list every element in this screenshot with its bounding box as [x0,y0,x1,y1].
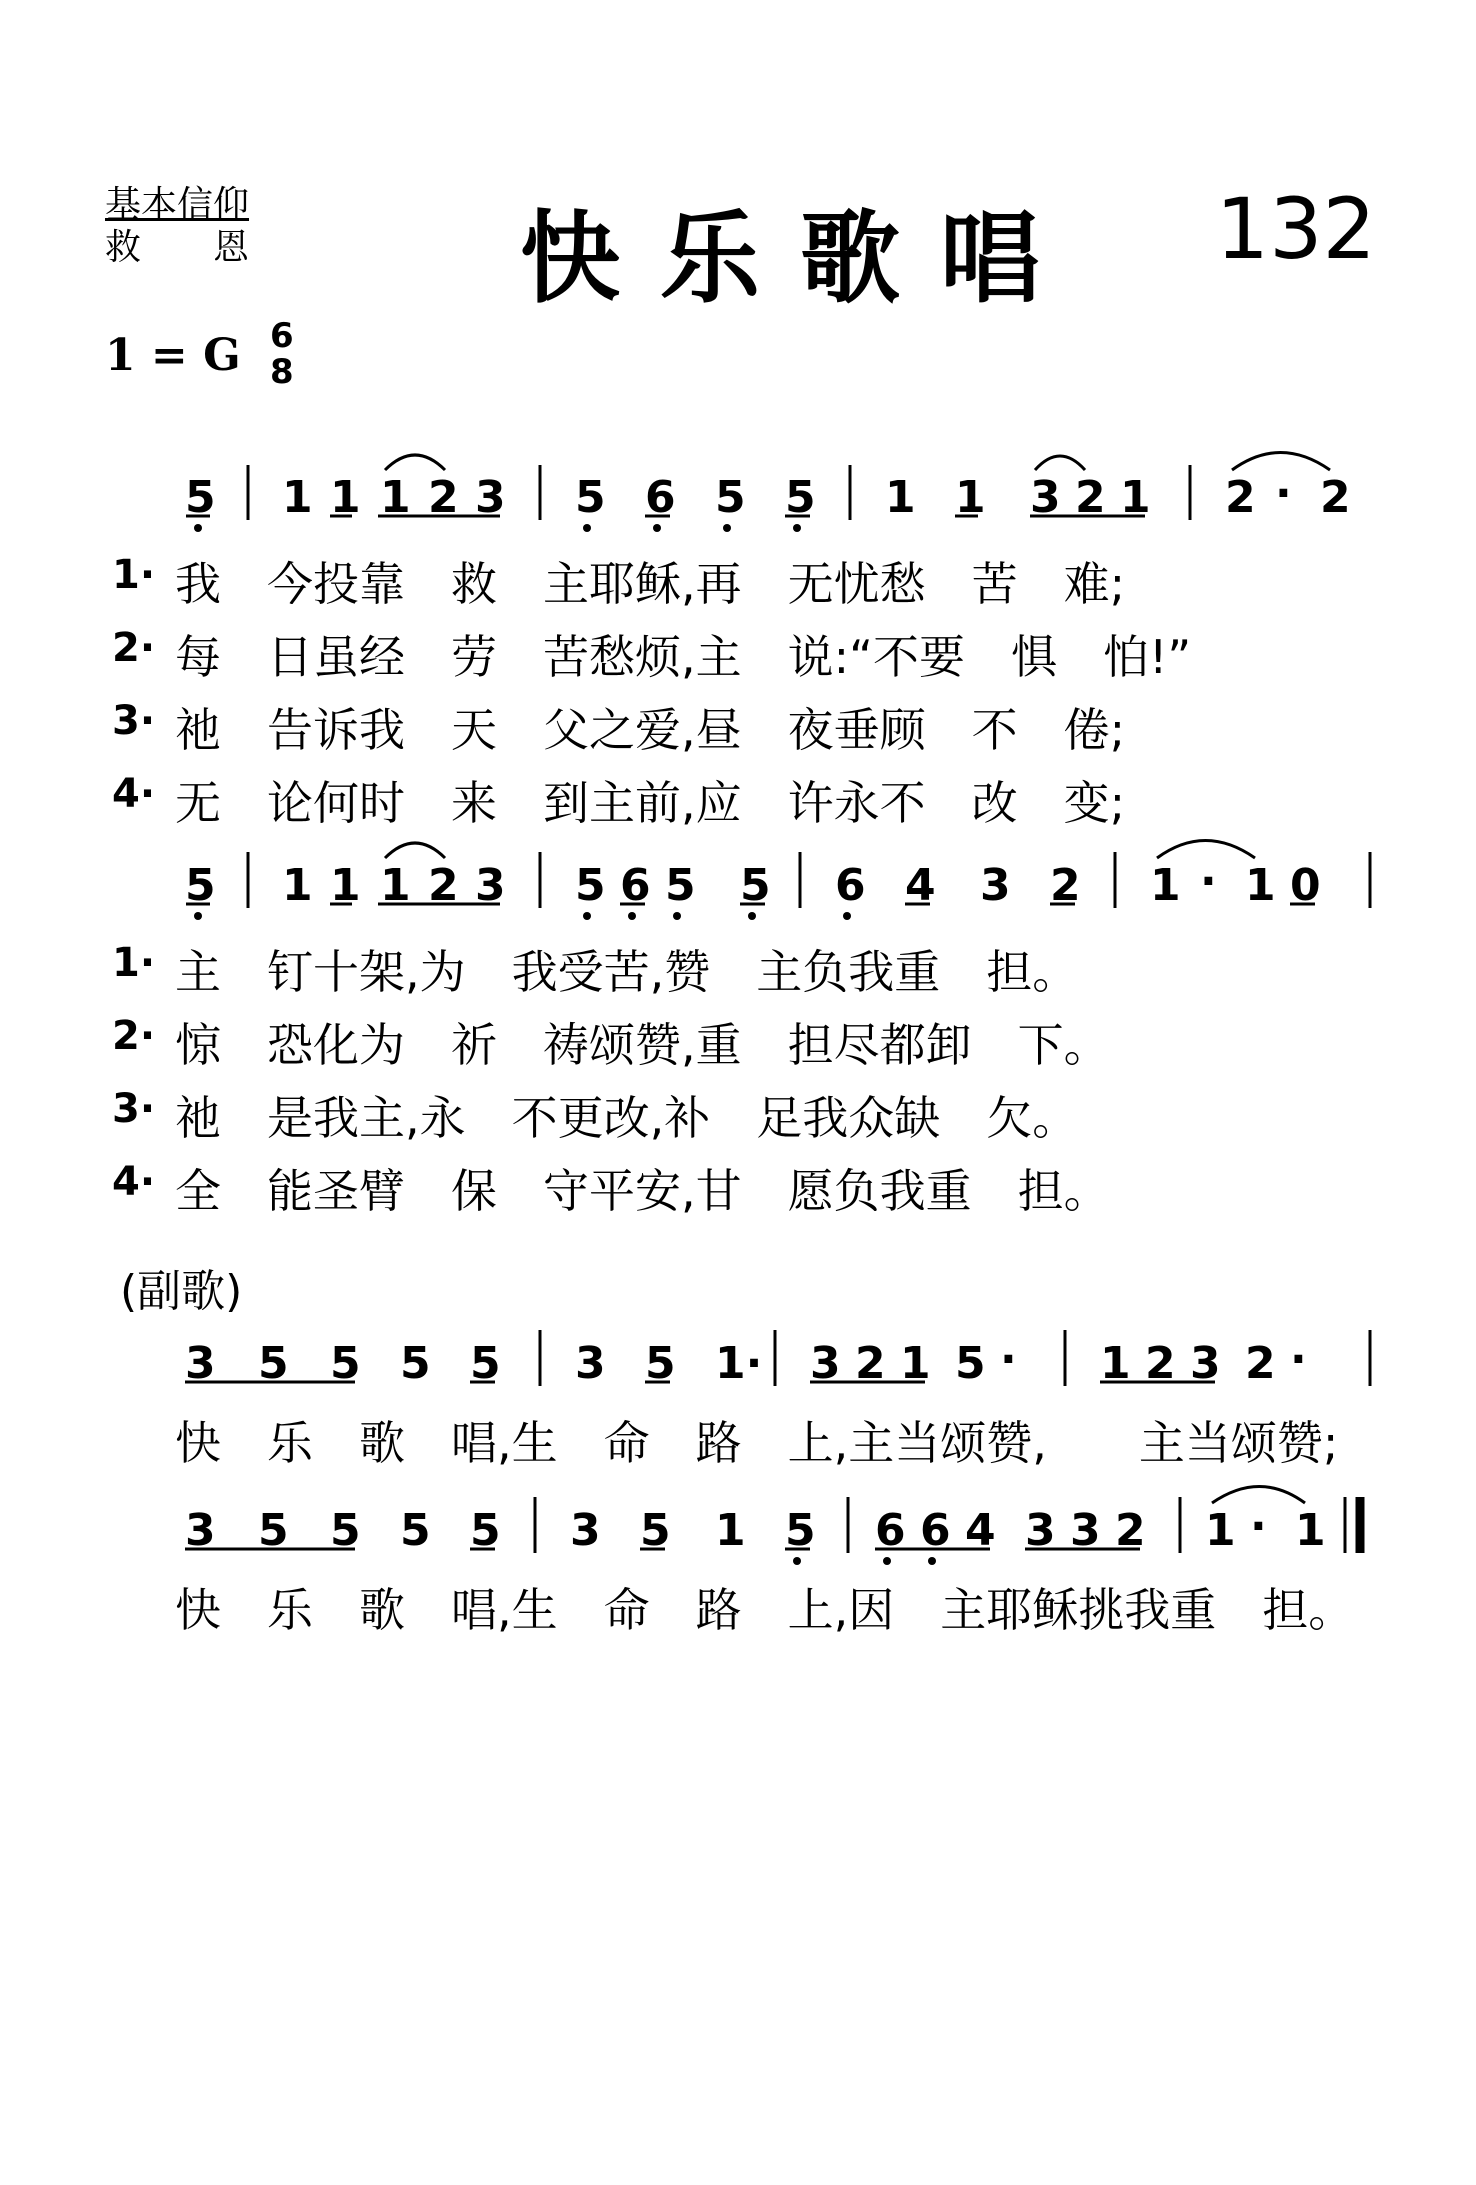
svg-text:3: 3 [810,1338,841,1389]
svg-text:4: 4 [905,860,936,911]
s1-verse-1-num: 1· [112,552,156,598]
svg-text:1: 1 [282,472,313,523]
svg-text:5: 5 [470,1338,501,1389]
svg-text:5: 5 [715,472,746,523]
svg-text:2: 2 [1115,1505,1146,1556]
s2-verse-3-text: 祂 是我主,永 不更改,补 足我众缺 欠。 [175,1091,1079,1145]
svg-text:2: 2 [1145,1338,1176,1389]
svg-text:3: 3 [575,1338,606,1389]
system-2-notation [185,841,1370,921]
s1-verse-2-text: 每 日虽经 劳 苦愁烦,主 说:“不要 惧 怕!” [175,630,1192,684]
svg-text:6: 6 [920,1505,951,1556]
c2-notation-text: 3 5 5 5 5 | 3 5 1 5 | 6 6 4 3 3 2 | 1 · 1 || [590,2120,786,2131]
c1-notation-text: 3 5 5 5 5 | 3 5 1· | 3 2 1 5 · | 1 2 3 2 · | [396,2120,588,2131]
svg-text:3: 3 [980,860,1011,911]
svg-text:2: 2 [1320,472,1351,523]
svg-text:2: 2 [1225,472,1256,523]
s2-verse-3-num: 3· [112,1086,156,1132]
svg-text:0: 0 [1290,860,1321,911]
svg-text:1: 1 [1100,1338,1131,1389]
hymn-title: 快乐歌唱 [520,200,1080,317]
svg-text:1: 1 [1295,1505,1326,1556]
svg-text:5: 5 [400,1505,431,1556]
s1-verse-4-num: 4· [112,771,156,817]
s1-notation-text: 5 | 1 1 1 2 3 | 5 6 5 5 | 1 1 3 2 1 | 2 · 2 [0,2120,192,2131]
svg-text:5: 5 [258,1338,289,1389]
svg-text:6: 6 [835,860,866,911]
s2-verse-2-num: 2· [112,1013,156,1059]
svg-text:1: 1 [1245,860,1276,911]
svg-text:3: 3 [185,1338,216,1389]
svg-text:·: · [1200,856,1217,907]
s1-verse-1-text: 我 今投靠 救 主耶稣,再 无忧愁 苦 难; [175,557,1126,611]
chorus-line-2-text: 快 乐 歌 唱,生 命 路 上,因 主耶稣挑我重 担。 [175,1583,1355,1637]
hymn-number: 132 [1215,180,1376,278]
chorus-line-1-text: 快 乐 歌 唱,生 命 路 上,主当颂赞, 主当颂赞; [175,1416,1339,1470]
svg-text:3: 3 [185,1505,216,1556]
key-signature: 1 = G [105,330,241,381]
s1-verse-2-num: 2· [112,625,156,671]
svg-text:1: 1 [380,472,411,523]
svg-text:4: 4 [965,1505,996,1556]
svg-text:5: 5 [955,1338,986,1389]
svg-text:5: 5 [785,1505,816,1556]
svg-text:2: 2 [1075,472,1106,523]
svg-text:5: 5 [785,472,816,523]
svg-text:5: 5 [400,1338,431,1389]
s2-verse-1-num: 1· [112,940,156,986]
chorus-label: (副歌) [120,1266,243,1317]
s2-notation-text: 5 | 1 1 1 2 3 | 5 6 5 5 | 6 4 3 2 | 1 · 1 0 | [194,2120,393,2131]
svg-text:3: 3 [1030,472,1061,523]
svg-text:3: 3 [1070,1505,1101,1556]
svg-text:5: 5 [330,1338,361,1389]
svg-text:2: 2 [855,1338,886,1389]
svg-text:1: 1 [330,472,361,523]
svg-text:1: 1 [1150,860,1181,911]
category-line-1: 基本信仰 [105,184,250,225]
svg-text:1: 1 [380,860,411,911]
s2-verse-4-text: 全 能圣臂 保 守平安,甘 愿负我重 担。 [175,1164,1110,1218]
svg-text:5: 5 [575,472,606,523]
chorus-line-1-notation [185,1330,1370,1389]
time-signature-top: 6 [270,316,294,356]
svg-text:2: 2 [1050,860,1081,911]
svg-text:1: 1 [955,472,986,523]
svg-text:5: 5 [330,1505,361,1556]
svg-text:·: · [1000,1334,1017,1385]
svg-text:1: 1 [282,860,313,911]
s1-verse-3-num: 3· [112,698,156,744]
svg-text:3: 3 [475,472,506,523]
svg-text:5: 5 [645,1338,676,1389]
svg-text:3: 3 [475,860,506,911]
s1-pickup: 5 [185,472,216,523]
svg-text:6: 6 [645,472,676,523]
svg-text:3: 3 [570,1505,601,1556]
svg-text:5: 5 [740,860,771,911]
svg-text:6: 6 [875,1505,906,1556]
s1-verse-4-text: 无 论何时 来 到主前,应 许永不 改 变; [175,776,1126,830]
svg-text:5: 5 [575,860,606,911]
category-line-2: 救 恩 [105,227,250,268]
svg-text:2: 2 [428,860,459,911]
svg-text:2: 2 [428,472,459,523]
svg-text:3: 3 [1190,1338,1221,1389]
svg-text:5: 5 [665,860,696,911]
svg-text:6: 6 [620,860,651,911]
svg-text:·: · [1250,1501,1267,1552]
svg-text:1: 1 [330,860,361,911]
svg-text:5: 5 [258,1505,289,1556]
system-1-notation [185,453,1351,533]
chorus-line-2-notation [185,1487,1360,1566]
svg-text:5: 5 [185,860,216,911]
svg-text:1: 1 [1120,472,1151,523]
s2-verse-2-text: 惊 恐化为 祈 祷颂赞,重 担尽都卸 下。 [175,1018,1110,1072]
s2-verse-4-num: 4· [112,1159,156,1205]
s2-verse-1-text: 主 钉十架,为 我受苦,赞 主负我重 担。 [175,945,1079,999]
time-signature-bottom: 8 [270,352,294,392]
svg-text:·: · [1275,468,1292,519]
svg-text:1: 1 [900,1338,931,1389]
svg-text:1: 1 [715,1505,746,1556]
notation-text-store [0,2120,1476,2131]
svg-text:1: 1 [885,472,916,523]
svg-text:3: 3 [1025,1505,1056,1556]
svg-text:5: 5 [640,1505,671,1556]
svg-text:2: 2 [1245,1338,1276,1389]
svg-text:1·: 1· [715,1338,763,1389]
svg-text:·: · [1290,1334,1307,1385]
s1-verse-3-text: 祂 告诉我 天 父之爱,昼 夜垂顾 不 倦; [175,703,1126,757]
svg-text:1: 1 [1205,1505,1236,1556]
svg-text:5: 5 [470,1505,501,1556]
